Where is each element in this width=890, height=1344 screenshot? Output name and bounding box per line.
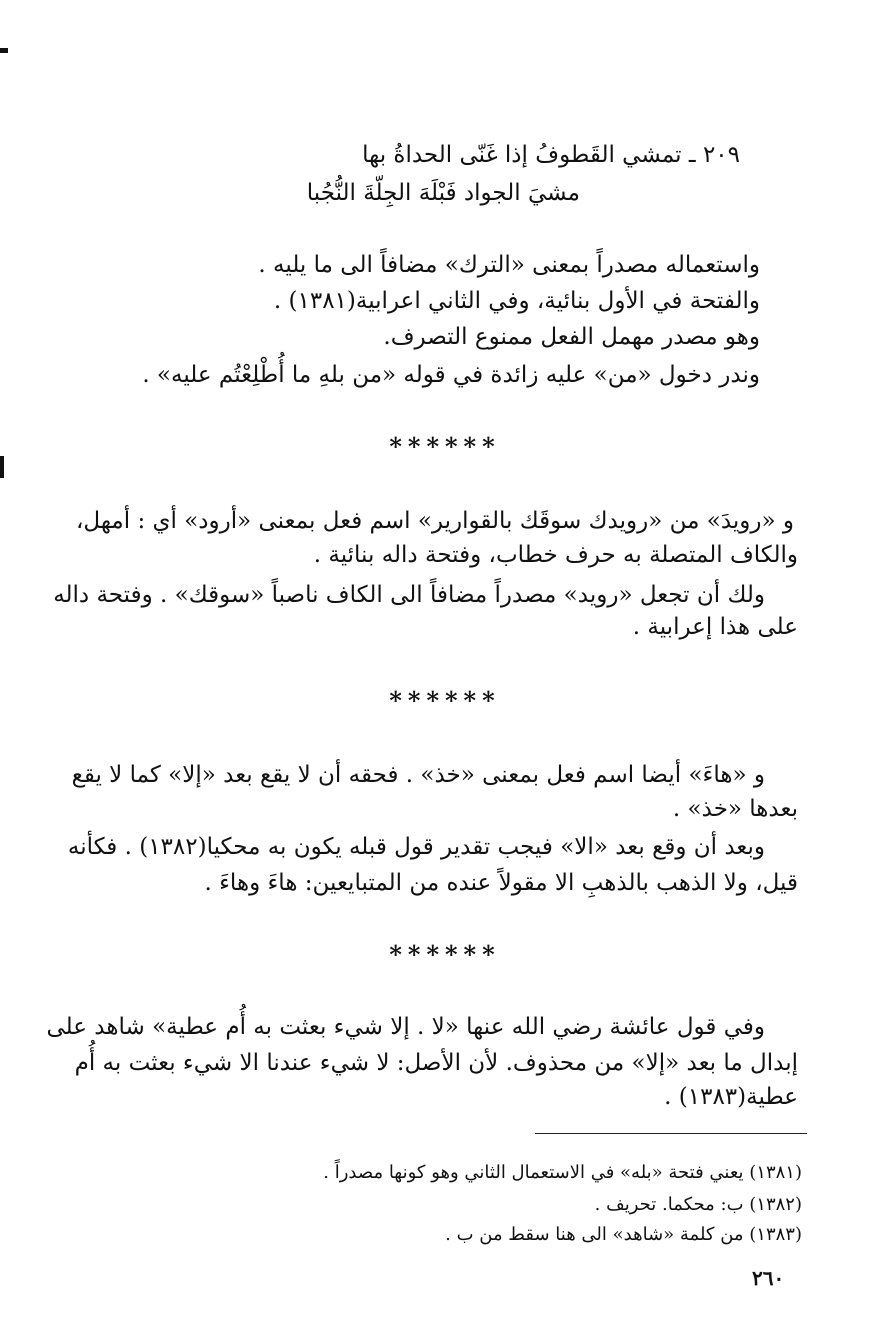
paragraph-line: والكاف المتصلة به حرف خطاب، وفتحة داله بنائية . <box>313 542 798 568</box>
footnote: (١٣٨٣) من كلمة «شاهد» الى هنا سقط من ب . <box>445 1224 802 1245</box>
paragraph-line: على هذا إعرابية . <box>632 614 798 640</box>
paragraph-line: والفتحة في الأول بنائية، وفي الثاني اعرابية(١٣٨١) . <box>273 288 760 314</box>
section-separator: ****** <box>389 432 501 461</box>
paragraph-line: عطية(١٣٨٣) . <box>664 1084 798 1110</box>
verse-line-2: مشيَ الجواد فَبْلَهَ الجِلّةَ النُّجُبا <box>306 180 580 206</box>
paragraph-line: بعدها «خذ» . <box>672 796 798 822</box>
paragraph-line: وفي قول عائشة رضي الله عنها «لا . إلا شيء بعثت به أُم عطية» شاهد على <box>46 1014 765 1040</box>
paragraph-line: و «هاءَ» أيضا اسم فعل بمعنى «خذ» . فحقه أن لا يقع بعد «إلا» كما لا يقع <box>71 762 765 788</box>
section-separator: ****** <box>389 940 501 969</box>
footnote-divider <box>535 1133 807 1134</box>
section-separator: ****** <box>389 686 501 715</box>
paragraph-line: و «رويدَ» من «رويدك سوقَك بالقوارير» اسم فعل بمعنى «أرود» أي : أمهل، <box>75 508 794 534</box>
paragraph-line: وهو مصدر مهمل الفعل ممنوع التصرف. <box>383 324 760 350</box>
footnote: (١٣٨١) يعني فتحة «بله» في الاستعمال الثاني وهو كونها مصدراً . <box>323 1162 802 1183</box>
scan-edge-mark <box>0 48 8 53</box>
verse-line-1: ٢٠٩ ـ تمشي القَطوفُ إذا غَنّى الحداةُ بها <box>362 142 740 168</box>
paragraph-line: وندر دخول «من» عليه زائدة في قوله «من بلهِ ما أُطْلِعْتُم عليه» . <box>142 362 760 388</box>
paragraph-line: واستعماله مصدراً بمعنى «الترك» مضافاً الى ما يليه . <box>258 252 760 278</box>
paragraph-line: إبدال ما بعد «إلا» من محذوف. لأن الأصل: لا شيء عندنا الا شيء بعثت به أُم <box>74 1050 798 1076</box>
footnote: (١٣٨٢) ب: محكما. تحريف . <box>594 1194 802 1215</box>
paragraph-line: ولك أن تجعل «رويد» مصدراً مضافاً الى الكاف ناصباً «سوقك» . وفتحة داله <box>53 582 765 608</box>
paragraph-line: قيل، ولا الذهب بالذهبِ الا مقولاً عنده من المتبايعين: هاءَ وهاءَ . <box>204 870 798 896</box>
paragraph-line: وبعد أن وقع بعد «الا» فيجب تقدير قول قبله يكون به محكيا(١٣٨٢) . فكأنه <box>67 834 765 860</box>
page-number: ٢٦٠ <box>752 1266 785 1290</box>
